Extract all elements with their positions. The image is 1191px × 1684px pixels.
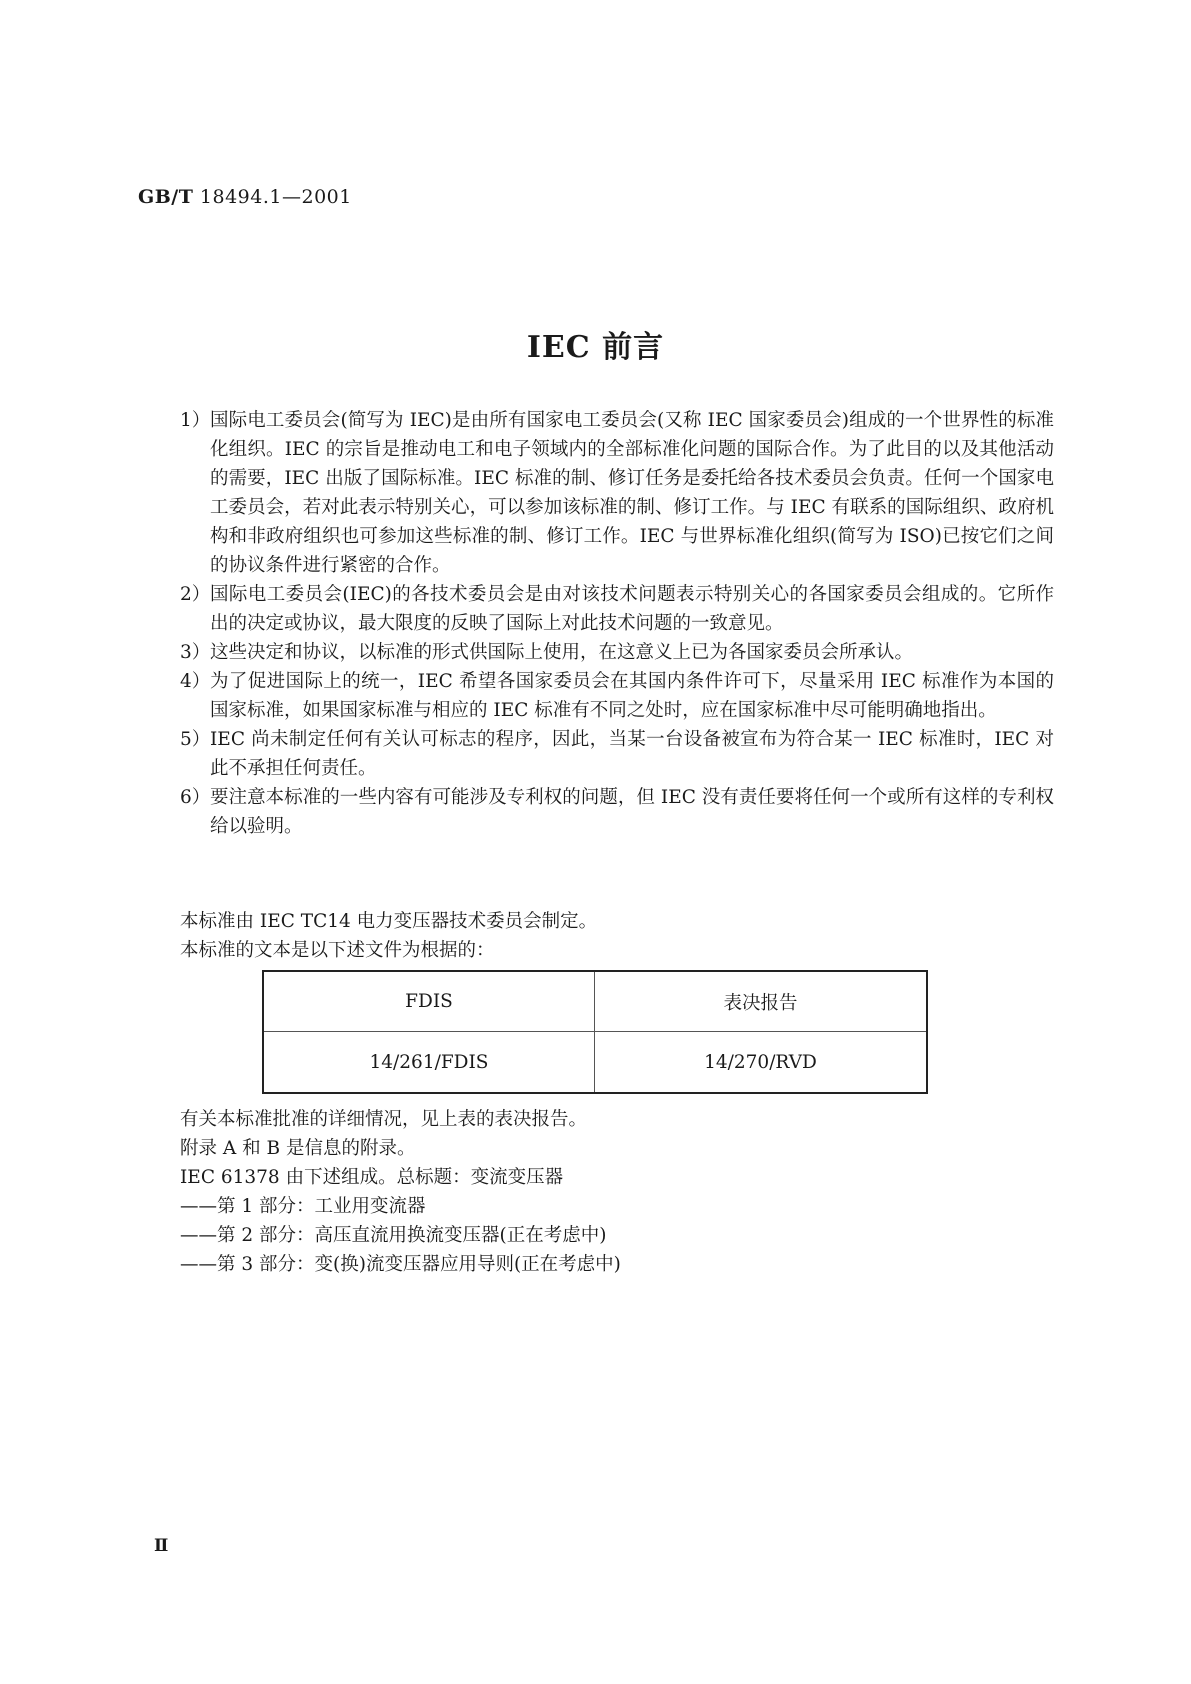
table-header-voting-report: 表决报告: [595, 972, 926, 1032]
item-text: 为了促进国际上的统一，IEC 希望各国家委员会在其国内条件许可下，尽量采用 IEC 标准作为本国的国家标准，如果国家标准与相应的 IEC 标准有不同之处时，应在国家标准中尽可能明确地指出。: [210, 671, 1054, 721]
item-number: 1）: [180, 410, 211, 431]
based-on-text: 本标准的文本是以下述文件为根据的：: [180, 940, 495, 961]
note-line: IEC 61378 由下述组成。总标题：变流变压器: [180, 1167, 564, 1188]
foreword-list: [180, 406, 1054, 841]
page-title: IEC 前言: [526, 330, 665, 365]
part-line: ——第 1 部分：工业用变流器: [180, 1196, 426, 1217]
note-line: 有关本标准批准的详细情况，见上表的表决报告。: [180, 1109, 588, 1130]
item-text: 要注意本标准的一些内容有可能涉及专利权的问题，但 IEC 没有责任要将任何一个或所有这样的专利权给以验明。: [210, 787, 1054, 837]
standard-number: 18494.1—2001: [199, 186, 352, 208]
table-cell-fdis: 14/261/FDIS: [264, 1032, 595, 1092]
table-cell-rvd: 14/270/RVD: [704, 1051, 817, 1073]
item-number: 5）: [180, 729, 211, 750]
list-item: [180, 783, 1054, 841]
item-text: 国际电工委员会(简写为 IEC)是由所有国家电工委员会(又称 IEC 国家委员会)组成的一个世界性的标准化组织。IEC 的宗旨是推动电工和电子领域内的全部标准化问题的国际合作。为了此目的以及其他活动的需要，IEC 出版了国际标准。IEC 标准的制、修订任务是委托给各技术委员会负责。任何一个国家电工委员会，若对此表示特别关心，可以参加该标准的制、修订工作。与 IEC 有联系的国际组织、政府机构和非政府组织也可参加这些标准的制、修订工作。IEC 与世界标准化组织(简写为 ISO)已按它们之间的协议条件进行紧密的合作。: [210, 410, 1054, 576]
part-line: ——第 2 部分：高压直流用换流变压器(正在考虑中): [180, 1225, 607, 1246]
page-number: Ⅱ: [154, 1536, 169, 1556]
table-header-fdis: FDIS: [264, 972, 595, 1032]
item-text: 国际电工委员会(IEC)的各技术委员会是由对该技术问题表示特别关心的各国家委员会组成的。它所作出的决定或协议，最大限度的反映了国际上对此技术问题的一致意见。: [210, 584, 1054, 634]
item-number: 6）: [180, 787, 211, 808]
document-table: [262, 970, 928, 1094]
prepared-by-text: 本标准由 IEC TC14 电力变压器技术委员会制定。: [180, 911, 598, 932]
list-item: [180, 638, 1054, 667]
list-item: [180, 406, 1054, 580]
standard-code: [138, 186, 352, 208]
item-number: 3）: [180, 642, 211, 663]
part-line: ——第 3 部分：变(换)流变压器应用导则(正在考虑中): [180, 1254, 621, 1275]
standard-prefix: GB/T: [138, 186, 194, 208]
list-item: [180, 580, 1054, 638]
item-number: 4）: [180, 671, 211, 692]
list-item: [180, 667, 1054, 725]
note-line: 附录 A 和 B 是信息的附录。: [180, 1138, 416, 1159]
item-text: 这些决定和协议，以标准的形式供国际上使用，在这意义上已为各国家委员会所承认。: [210, 642, 914, 663]
item-number: 2）: [180, 584, 211, 605]
item-text: IEC 尚未制定任何有关认可标志的程序，因此，当某一台设备被宣布为符合某一 IEC 标准时，IEC 对此不承担任何责任。: [210, 729, 1054, 779]
list-item: [180, 725, 1054, 783]
